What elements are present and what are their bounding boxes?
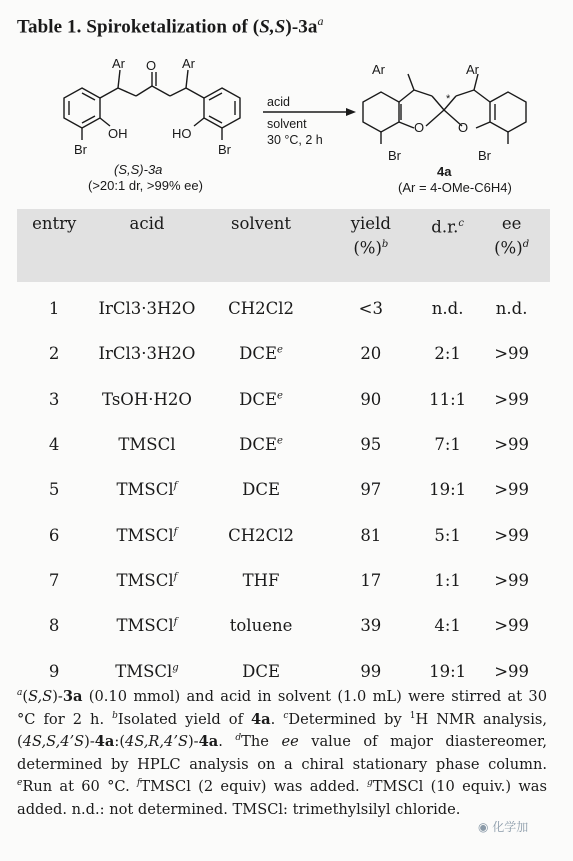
cell-ee: >99 bbox=[494, 570, 530, 590]
table-row bbox=[17, 377, 550, 422]
cell-ee: >99 bbox=[494, 616, 530, 636]
cell-yield: 20 bbox=[360, 344, 382, 364]
cell-ee: >99 bbox=[494, 344, 530, 364]
cell-yield: 81 bbox=[360, 525, 382, 545]
cell-acid: TMSCl$^f$ bbox=[116, 480, 178, 500]
results-table bbox=[17, 209, 550, 694]
table-row bbox=[17, 331, 550, 376]
svg-text:(>20:1 dr, >99% ee): (>20:1 dr, >99% ee) bbox=[88, 178, 203, 193]
cell-acid: TMSCl$^f$ bbox=[116, 616, 178, 636]
svg-text:solvent: solvent bbox=[267, 117, 307, 131]
svg-text:Ar: Ar bbox=[182, 56, 195, 71]
svg-text:Br: Br bbox=[218, 142, 231, 157]
svg-text:O: O bbox=[146, 58, 157, 73]
cell-dr: 1:1 bbox=[434, 570, 461, 590]
cell-ee: n.d. bbox=[495, 299, 528, 319]
cell-dr: n.d. bbox=[431, 299, 464, 319]
cell-dr: 19:1 bbox=[429, 661, 467, 681]
table-header-row bbox=[17, 209, 550, 282]
table-row bbox=[17, 558, 550, 603]
cell-ee: >99 bbox=[494, 480, 530, 500]
svg-text:Br: Br bbox=[388, 148, 401, 163]
reaction-scheme bbox=[0, 48, 573, 208]
header-entry: entry bbox=[32, 214, 77, 233]
cell-entry: 4 bbox=[48, 435, 60, 455]
table-title: Table 1. Spiroketalization of $(S,S)-3a^a$ bbox=[17, 14, 324, 38]
svg-text:OH: OH bbox=[108, 126, 128, 141]
cell-solvent: CH2Cl2 bbox=[228, 299, 294, 319]
cell-acid: TMSCl$^g$ bbox=[115, 661, 179, 681]
cell-ee: >99 bbox=[494, 435, 530, 455]
svg-text:acid: acid bbox=[267, 95, 290, 109]
table-row bbox=[17, 603, 550, 648]
svg-text:(Ar = 4-OMe-C6H4): (Ar = 4-OMe-C6H4) bbox=[398, 180, 512, 195]
svg-text:Br: Br bbox=[478, 148, 491, 163]
cell-acid: TMSCl$^f$ bbox=[116, 525, 178, 545]
header-acid: acid bbox=[129, 214, 165, 233]
cell-ee: >99 bbox=[494, 389, 530, 409]
cell-dr: 19:1 bbox=[429, 480, 467, 500]
cell-acid: TMSCl bbox=[118, 435, 176, 455]
table-row bbox=[17, 422, 550, 467]
cell-acid: IrCl3·3H2O bbox=[98, 344, 196, 364]
cell-solvent: DCE$^e$ bbox=[239, 389, 283, 409]
cell-ee: >99 bbox=[494, 661, 530, 681]
header-dr: d.r.$^c$ bbox=[431, 217, 465, 237]
table-row bbox=[17, 467, 550, 512]
cell-solvent: DCE$^e$ bbox=[239, 344, 283, 364]
cell-dr: 2:1 bbox=[434, 344, 461, 364]
cell-dr: 4:1 bbox=[434, 616, 461, 636]
cell-yield: 97 bbox=[360, 480, 382, 500]
watermark: ◉ 化学加 bbox=[478, 820, 529, 834]
cell-acid: IrCl3·3H2O bbox=[98, 299, 196, 319]
cell-solvent: DCE bbox=[242, 480, 280, 500]
svg-text:HO: HO bbox=[172, 126, 192, 141]
svg-text:Br: Br bbox=[74, 142, 87, 157]
cell-dr: 11:1 bbox=[429, 389, 467, 409]
cell-entry: 5 bbox=[48, 480, 60, 500]
cell-entry: 8 bbox=[48, 616, 60, 636]
svg-text:Ar: Ar bbox=[466, 62, 479, 77]
cell-solvent: CH2Cl2 bbox=[228, 525, 294, 545]
footnotes: $^a$(S,S)-3a (0.10 mmol) and acid in solvent (1.0 mL) were stirred at 30 °C for 2 h. $^b$Isolated yield of 4a. $^c$Determined by $^1$H NMR analysis, (4S,S,4’S)-4a:(4S,R,4’S)-4a. $^d$The ee value of major diastereomer, determined by HPLC analysis on a chiral stationary phase column. $^e$Run at 60 °C. $^f$TMSCl (2 equiv) was added. $^g$TMSCl (10 equiv.) was added. n.d.: not determined. TMSCl: trimethylsilyl chloride. bbox=[17, 688, 547, 818]
cell-ee: >99 bbox=[494, 525, 530, 545]
svg-text:O: O bbox=[414, 120, 425, 135]
cell-solvent: DCE$^e$ bbox=[239, 435, 283, 455]
svg-text:4a: 4a bbox=[437, 164, 452, 179]
cell-solvent: toluene bbox=[229, 616, 293, 636]
svg-text:30 °C, 2 h: 30 °C, 2 h bbox=[267, 133, 323, 147]
cell-acid: TsOH·H2O bbox=[102, 389, 192, 409]
cell-yield: 17 bbox=[360, 570, 382, 590]
cell-yield: 90 bbox=[360, 389, 382, 409]
cell-entry: 9 bbox=[48, 661, 60, 681]
cell-entry: 1 bbox=[48, 299, 60, 319]
svg-text:Ar: Ar bbox=[372, 62, 385, 77]
svg-text:O: O bbox=[458, 120, 469, 135]
cell-acid: TMSCl$^f$ bbox=[116, 570, 178, 590]
cell-yield: 39 bbox=[360, 616, 382, 636]
cell-solvent: DCE bbox=[242, 661, 280, 681]
cell-entry: 2 bbox=[48, 344, 60, 364]
product-aryl-ring-1 bbox=[363, 92, 399, 132]
cell-dr: 7:1 bbox=[434, 435, 461, 455]
svg-text:Ar: Ar bbox=[112, 56, 125, 71]
cell-entry: 3 bbox=[48, 389, 60, 409]
cell-yield: 95 bbox=[360, 435, 382, 455]
table-row bbox=[17, 512, 550, 557]
cell-dr: 5:1 bbox=[434, 525, 461, 545]
cell-entry: 6 bbox=[48, 525, 60, 545]
header-ee: ee (%)$^d$ bbox=[494, 214, 530, 258]
cell-entry: 7 bbox=[48, 570, 60, 590]
cell-yield: <3 bbox=[358, 299, 383, 319]
table-row bbox=[17, 282, 550, 331]
cell-solvent: THF bbox=[242, 570, 280, 590]
header-solvent: solvent bbox=[231, 214, 292, 233]
header-yield: yield (%)$^b$ bbox=[350, 214, 391, 258]
svg-text:*: * bbox=[446, 93, 451, 105]
cell-yield: 99 bbox=[360, 661, 382, 681]
svg-text:(S,S)-3a: (S,S)-3a bbox=[114, 162, 163, 177]
